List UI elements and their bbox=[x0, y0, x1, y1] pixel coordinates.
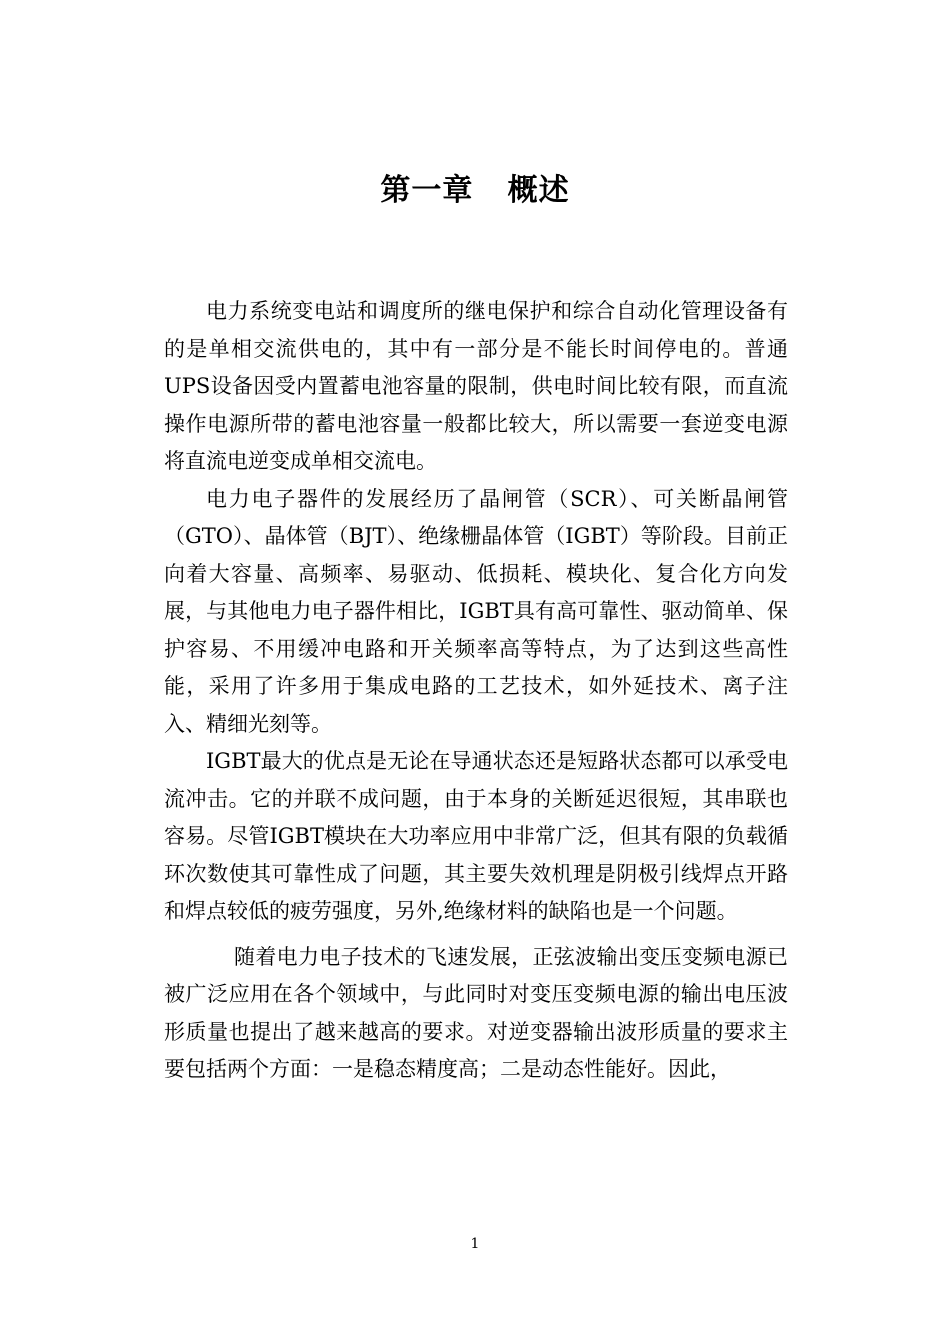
body-text bbox=[164, 293, 788, 1089]
paragraph-1: 电力系统变电站和调度所的继电保护和综合自动化管理设备有的是单相交流供电的，其中有一部分是不能长时间停电的。普通UPS设备因受内置蓄电池容量的限制，供电时间比较有限，而直流操作电源所带的蓄电池容量一般都比较大，所以需要一套逆变电源将直流电逆变成单相交流电。 bbox=[164, 299, 788, 473]
paragraph-3: IGBT最大的优点是无论在导通状态还是短路状态都可以承受电流冲击。它的并联不成问题，由于本身的关断延迟很短，其串联也容易。尽管IGBT模块在大功率应用中非常广泛，但其有限的负载循环次数使其可靠性成了问题，其主要失效机理是阴极引线焊点开路和焊点较低的疲劳强度，另外,绝缘材料的缺陷也是一个问题。 bbox=[164, 749, 788, 923]
chapter-title: 第一章 概述 bbox=[380, 173, 570, 208]
paragraph-2: 电力电子器件的发展经历了晶闸管（SCR）、可关断晶闸管（GTO）、晶体管（BJT）、绝缘栅晶体管（IGBT）等阶段。目前正向着大容量、高频率、易驱动、低损耗、模块化、复合化方向发展，与其他电力电子器件相比，IGBT具有高可靠性、驱动简单、保护容易、不用缓冲电路和开关频率高等特点，为了达到这些高性能，采用了许多用于集成电路的工艺技术，如外延技术、离子注入、精细光刻等。 bbox=[164, 486, 788, 736]
paragraph-4: 随着电力电子技术的飞速发展，正弦波输出变压变频电源已被广泛应用在各个领域中，与此同时对变压变频电源的输出电压波形质量也提出了越来越高的要求。对逆变器输出波形质量的要求主要包括两个方面：一是稳态精度高；二是动态性能好。因此， bbox=[164, 944, 788, 1081]
page-number: 1 bbox=[470, 1236, 480, 1252]
